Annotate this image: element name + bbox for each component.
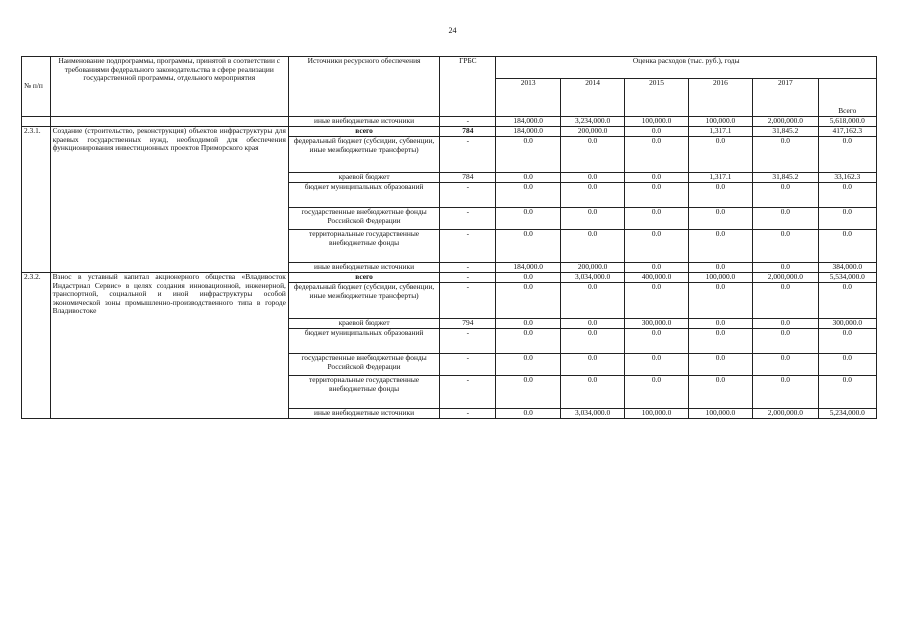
value-cell: 184,000.0 <box>496 263 560 273</box>
value-cell: 0.0 <box>818 183 876 208</box>
value-cell: 0.0 <box>688 230 752 263</box>
value-cell: 0.0 <box>496 208 560 230</box>
num-cell <box>22 117 51 127</box>
value-cell: 31,845.2 <box>753 127 818 137</box>
value-cell: 5,534,000.0 <box>818 273 876 283</box>
value-cell: 0.0 <box>753 354 818 376</box>
value-cell: 0.0 <box>560 183 624 208</box>
value-cell: 0.0 <box>560 173 624 183</box>
value-cell: 0.0 <box>688 183 752 208</box>
value-cell: 200,000.0 <box>560 263 624 273</box>
source-cell: иные внебюджетные источники <box>288 263 439 273</box>
value-cell: 0.0 <box>688 354 752 376</box>
table-row <box>22 127 877 137</box>
value-cell: 0.0 <box>625 283 688 319</box>
value-cell: 0.0 <box>496 376 560 409</box>
source-cell: территориальные государственные внебюджетные фонды <box>288 376 439 409</box>
table-row <box>22 273 877 283</box>
value-cell: 0.0 <box>688 137 752 173</box>
value-cell: 0.0 <box>688 283 752 319</box>
value-cell: 0.0 <box>625 173 688 183</box>
value-cell: 1,317.1 <box>688 173 752 183</box>
grbs-cell: 794 <box>440 319 496 329</box>
item-number: 2.3.2. <box>22 273 51 419</box>
value-cell: 3,034,000.0 <box>560 273 624 283</box>
source-cell: всего <box>288 273 439 283</box>
header-year: 2015 <box>625 79 688 117</box>
value-cell: 0.0 <box>496 230 560 263</box>
value-cell: 0.0 <box>688 263 752 273</box>
value-cell: 0.0 <box>818 376 876 409</box>
value-cell: 0.0 <box>496 329 560 354</box>
value-cell: 0.0 <box>753 208 818 230</box>
value-cell: 100,000.0 <box>688 117 752 127</box>
value-cell: 33,162.3 <box>818 173 876 183</box>
value-cell: 0.0 <box>753 319 818 329</box>
source-cell: иные внебюджетные источники <box>288 117 439 127</box>
value-cell: 0.0 <box>688 319 752 329</box>
source-cell: государственные внебюджетные фонды Российской Федерации <box>288 208 439 230</box>
header-total: Всего <box>818 79 876 117</box>
value-cell: 0.0 <box>560 283 624 319</box>
item-name: Создание (строительство, реконструкция) объектов инфраструктуры для краевых государственных нужд, необходимой для обеспечения функционирования инвестиционных проектов Приморского края <box>50 127 288 273</box>
source-cell: иные внебюджетные источники <box>288 409 439 419</box>
value-cell: 0.0 <box>560 230 624 263</box>
value-cell: 184,000.0 <box>496 127 560 137</box>
value-cell: 0.0 <box>625 263 688 273</box>
grbs-cell: - <box>440 283 496 319</box>
value-cell: 0.0 <box>625 137 688 173</box>
value-cell: 0.0 <box>496 319 560 329</box>
value-cell: 0.0 <box>560 354 624 376</box>
value-cell: 0.0 <box>496 409 560 419</box>
value-cell: 31,845.2 <box>753 173 818 183</box>
value-cell: 0.0 <box>688 376 752 409</box>
grbs-cell: - <box>440 376 496 409</box>
table-row <box>22 117 877 127</box>
grbs-cell: - <box>440 230 496 263</box>
grbs-cell: 784 <box>440 173 496 183</box>
header-source: Источники ресурсного обеспечения <box>288 57 439 117</box>
grbs-cell: - <box>440 137 496 173</box>
source-cell: федеральный бюджет (субсидии, субвенции, иные межбюджетные трансферты) <box>288 137 439 173</box>
value-cell: 100,000.0 <box>625 117 688 127</box>
item-number: 2.3.1. <box>22 127 51 273</box>
source-cell: бюджет муниципальных образований <box>288 329 439 354</box>
source-cell: краевой бюджет <box>288 173 439 183</box>
value-cell: 3,034,000.0 <box>560 409 624 419</box>
value-cell: 0.0 <box>625 208 688 230</box>
value-cell: 0.0 <box>625 230 688 263</box>
grbs-cell: - <box>440 273 496 283</box>
value-cell: 2,000,000.0 <box>753 273 818 283</box>
value-cell: 384,000.0 <box>818 263 876 273</box>
value-cell: 0.0 <box>818 137 876 173</box>
grbs-cell: - <box>440 117 496 127</box>
source-cell: федеральный бюджет (субсидии, субвенции, иные межбюджетные трансферты) <box>288 283 439 319</box>
value-cell: 1,317.1 <box>688 127 752 137</box>
value-cell: 100,000.0 <box>688 273 752 283</box>
source-cell: краевой бюджет <box>288 319 439 329</box>
grbs-cell: 784 <box>440 127 496 137</box>
page-number: 24 <box>448 26 457 35</box>
value-cell: 0.0 <box>496 183 560 208</box>
value-cell: 5,234,000.0 <box>818 409 876 419</box>
value-cell: 300,000.0 <box>818 319 876 329</box>
value-cell: 3,234,000.0 <box>560 117 624 127</box>
value-cell: 0.0 <box>496 173 560 183</box>
value-cell: 100,000.0 <box>625 409 688 419</box>
value-cell: 0.0 <box>560 137 624 173</box>
item-name: Взнос в уставный капитал акционерного общества «Владивосток Индастриал Сервис» в целях создания инновационной, инженерной, транспортной, социальной и иной инфраструктуры особой экономической зоны промышленно-производственного типа в городе Владивостоке <box>50 273 288 419</box>
value-cell: 0.0 <box>625 183 688 208</box>
value-cell: 0.0 <box>753 263 818 273</box>
value-cell: 5,618,000.0 <box>818 117 876 127</box>
header-grbs: ГРБС <box>440 57 496 117</box>
value-cell: 0.0 <box>753 376 818 409</box>
value-cell: 0.0 <box>753 230 818 263</box>
grbs-cell: - <box>440 263 496 273</box>
value-cell: 2,000,000.0 <box>753 117 818 127</box>
source-cell: территориальные государственные внебюджетные фонды <box>288 230 439 263</box>
grbs-cell: - <box>440 329 496 354</box>
value-cell: 0.0 <box>753 283 818 319</box>
value-cell: 300,000.0 <box>625 319 688 329</box>
value-cell: 0.0 <box>818 283 876 319</box>
header-year: 2017 <box>753 79 818 117</box>
value-cell: 0.0 <box>625 376 688 409</box>
name-cell <box>50 117 288 127</box>
header-year: 2013 <box>496 79 560 117</box>
header-year: 2016 <box>688 79 752 117</box>
value-cell: 0.0 <box>818 354 876 376</box>
grbs-cell: - <box>440 409 496 419</box>
value-cell: 184,000.0 <box>496 117 560 127</box>
value-cell: 2,000,000.0 <box>753 409 818 419</box>
grbs-cell: - <box>440 208 496 230</box>
value-cell: 0.0 <box>560 319 624 329</box>
value-cell: 0.0 <box>560 376 624 409</box>
value-cell: 0.0 <box>818 208 876 230</box>
value-cell: 0.0 <box>625 127 688 137</box>
value-cell: 0.0 <box>496 273 560 283</box>
value-cell: 0.0 <box>818 329 876 354</box>
grbs-cell: - <box>440 183 496 208</box>
source-cell: бюджет муниципальных образований <box>288 183 439 208</box>
source-cell: государственные внебюджетные фонды Российской Федерации <box>288 354 439 376</box>
value-cell: 0.0 <box>560 208 624 230</box>
header-name: Наименование подпрограммы, программы, принятой в соответствии с требованиями федерального законодательства в сфере реализации государственной программы, отдельного мероприятия <box>50 57 288 117</box>
value-cell: 400,000.0 <box>625 273 688 283</box>
value-cell: 417,162.3 <box>818 127 876 137</box>
value-cell: 0.0 <box>625 329 688 354</box>
value-cell: 200,000.0 <box>560 127 624 137</box>
value-cell: 0.0 <box>753 137 818 173</box>
value-cell: 0.0 <box>688 208 752 230</box>
header-num: № п/п <box>22 57 51 117</box>
value-cell: 0.0 <box>753 183 818 208</box>
value-cell: 0.0 <box>496 283 560 319</box>
value-cell: 0.0 <box>818 230 876 263</box>
value-cell: 100,000.0 <box>688 409 752 419</box>
grbs-cell: - <box>440 354 496 376</box>
value-cell: 0.0 <box>496 137 560 173</box>
items-body <box>22 127 877 419</box>
header-year: 2014 <box>560 79 624 117</box>
value-cell: 0.0 <box>753 329 818 354</box>
value-cell: 0.0 <box>560 329 624 354</box>
value-cell: 0.0 <box>496 354 560 376</box>
header-estimate: Оценка расходов (тыс. руб.), годы <box>496 57 877 79</box>
budget-table <box>21 56 877 419</box>
source-cell: всего <box>288 127 439 137</box>
value-cell: 0.0 <box>625 354 688 376</box>
value-cell: 0.0 <box>688 329 752 354</box>
